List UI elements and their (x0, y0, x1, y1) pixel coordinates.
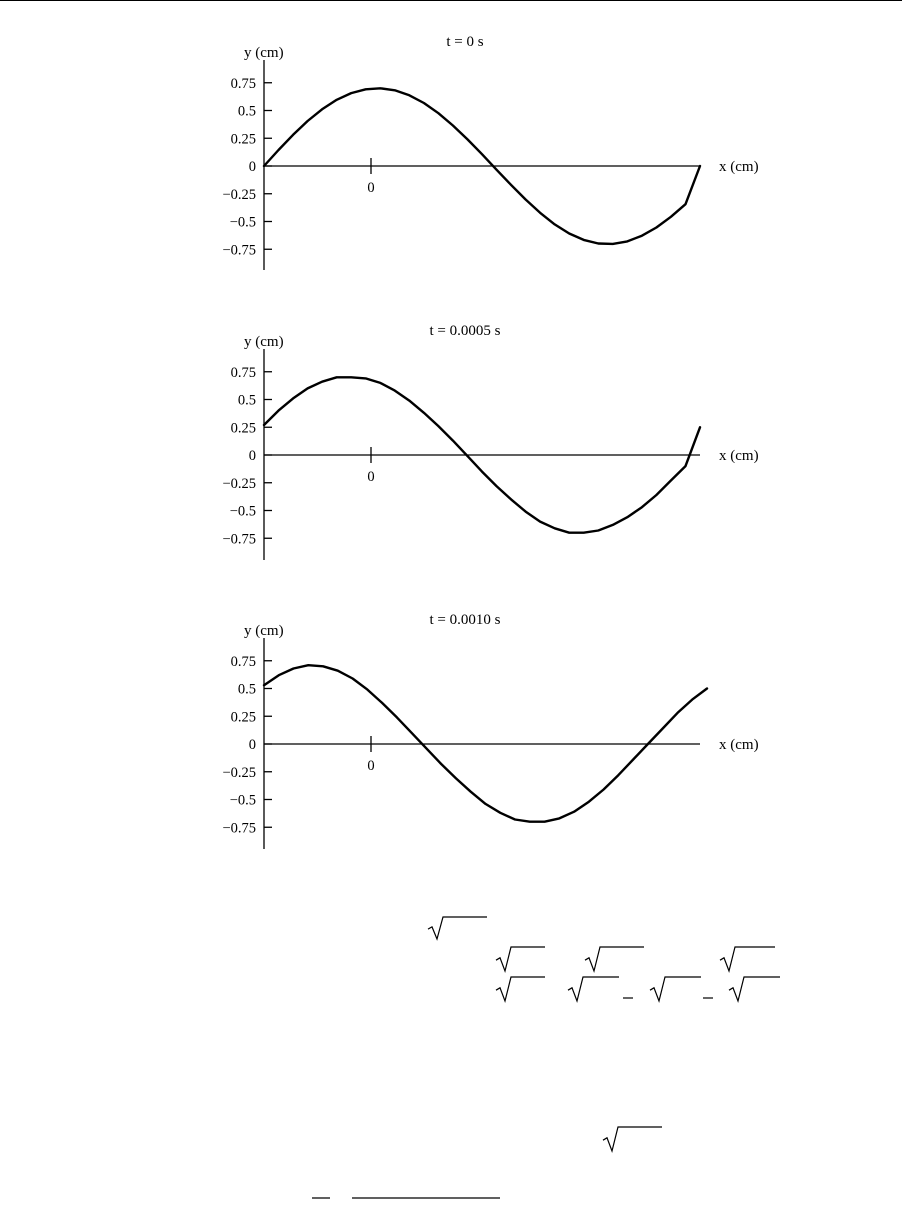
y-tick-label: −0.5 (229, 792, 256, 809)
wave-panel-1 (222, 34, 758, 270)
y-tick-label: −0.75 (222, 242, 256, 259)
y-tick-label: −0.75 (222, 531, 256, 548)
y-tick-label: 0.5 (237, 681, 256, 698)
radical-sign (568, 977, 619, 1001)
y-tick-label: 0 (248, 737, 256, 753)
radical-sign (496, 947, 545, 971)
x-axis-label: x (cm) (719, 448, 759, 464)
wave-panel-2 (222, 323, 758, 560)
panel-title: t = 0 s (446, 34, 484, 50)
x-axis-label: x (cm) (719, 159, 759, 175)
y-tick-label: 0.25 (230, 420, 256, 437)
y-tick-label: 0.25 (230, 709, 256, 726)
panel-title: t = 0.0010 s (429, 612, 501, 628)
y-axis-label: y (cm) (244, 623, 284, 639)
radical-sign (729, 977, 780, 1001)
y-tick-label: 0 (248, 159, 256, 175)
y-tick-label: 0.25 (230, 131, 256, 148)
x-axis-label: x (cm) (719, 737, 759, 753)
radical-sign (496, 977, 545, 1001)
x-tick-label: 0 (367, 180, 375, 196)
y-axis-label: y (cm) (244, 45, 284, 61)
radical-sign (720, 947, 775, 971)
y-tick-label: −0.75 (222, 820, 256, 837)
y-tick-label: 0.75 (230, 364, 256, 381)
y-tick-label: −0.25 (222, 764, 256, 781)
radical-sign (603, 1127, 662, 1151)
y-axis-label: y (cm) (244, 334, 284, 350)
radical-sign (585, 947, 644, 971)
y-tick-label: −0.5 (229, 214, 256, 231)
panel-title: t = 0.0005 s (429, 323, 501, 339)
y-tick-label: 0.5 (237, 392, 256, 409)
x-tick-label: 0 (367, 758, 375, 774)
y-tick-label: 0.5 (237, 103, 256, 120)
radical-sign (428, 917, 487, 939)
y-tick-label: −0.5 (229, 503, 256, 520)
y-tick-label: 0.75 (230, 75, 256, 92)
radical-sign (650, 977, 701, 1001)
wave-panel-3 (222, 612, 758, 849)
y-tick-label: 0 (248, 448, 256, 464)
formula-fragments (312, 917, 780, 1198)
y-tick-label: 0.75 (230, 653, 256, 670)
y-tick-label: −0.25 (222, 475, 256, 492)
y-tick-label: −0.25 (222, 186, 256, 203)
x-tick-label: 0 (367, 469, 375, 485)
